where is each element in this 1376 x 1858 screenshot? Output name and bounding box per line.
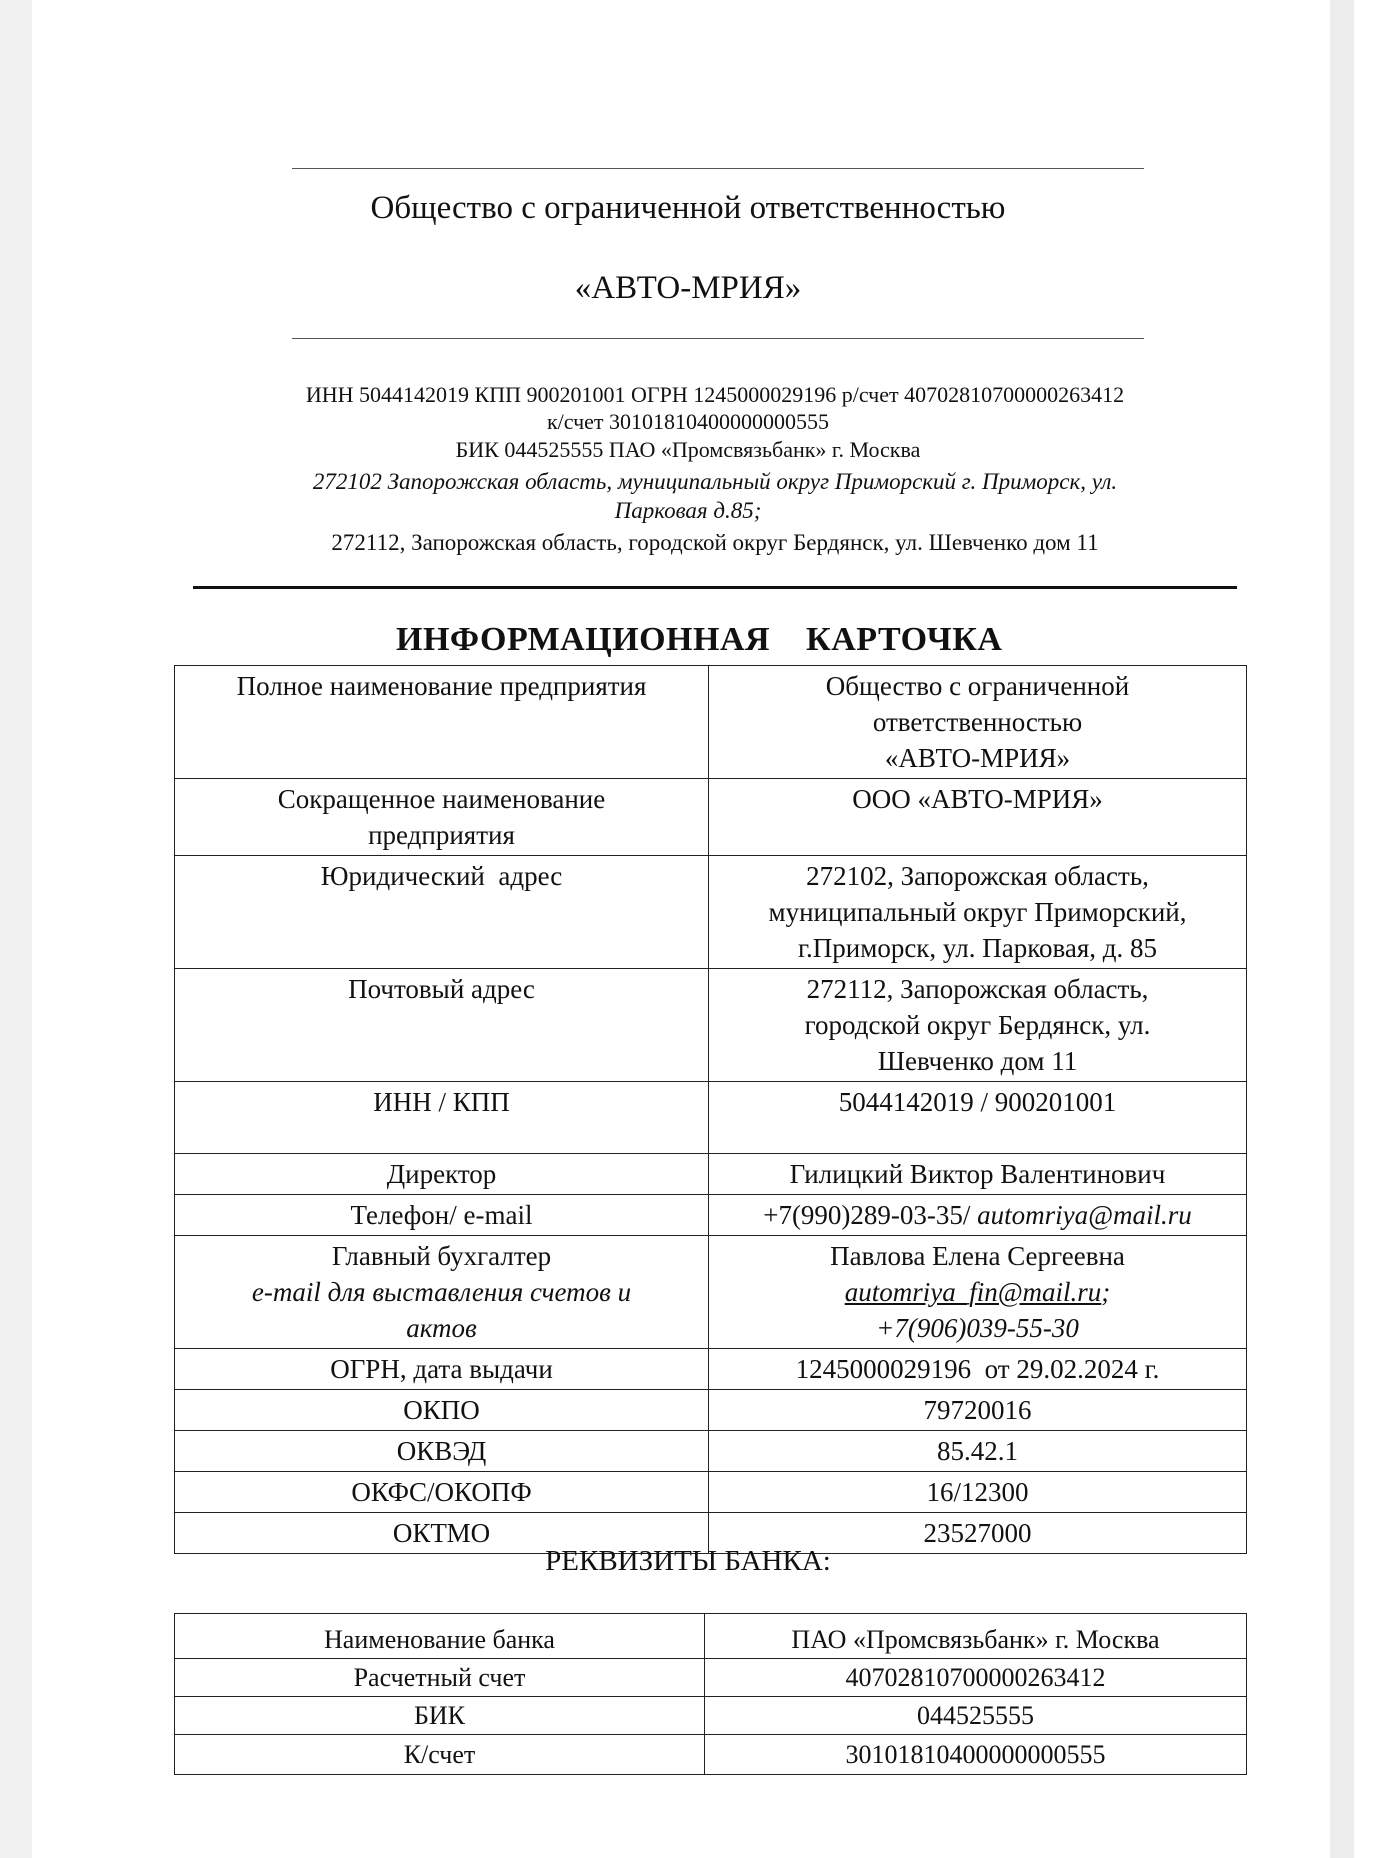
table-row: [175, 1697, 1247, 1735]
value-text: ответственностью: [872, 707, 1083, 737]
row-value: [709, 1154, 1247, 1195]
row-label: [175, 1154, 709, 1195]
table-row: [175, 1390, 1247, 1431]
row-label: [175, 1390, 709, 1431]
row-value: [709, 1390, 1247, 1431]
value-text: муниципальный округ Приморский,: [768, 897, 1187, 927]
email-suffix: ;: [1101, 1277, 1111, 1307]
table-row: [175, 1082, 1247, 1154]
bank-table: [174, 1613, 1247, 1775]
row-label: [175, 1431, 709, 1472]
row-value: [709, 1472, 1247, 1513]
row-label: [175, 1349, 709, 1390]
header-rule-bottom: [193, 586, 1237, 589]
postal-address-line: 272112, Запорожская область, городской округ Бердянск, ул. Шевченко дом 11: [331, 530, 1099, 555]
table-row: [175, 1735, 1247, 1775]
label-text: предприятия: [368, 820, 515, 850]
label-text: Директор: [386, 1159, 497, 1189]
bank-value: 044525555: [705, 1697, 1247, 1735]
value-text: 272102, Запорожская область,: [806, 861, 1149, 891]
row-value: [709, 1349, 1247, 1390]
label-text: Телефон/ e-mail: [350, 1200, 533, 1230]
bank-label: БИК: [175, 1697, 705, 1735]
row-value: [709, 1082, 1247, 1154]
legal-address-line-1: 272102 Запорожская область, муниципальный округ Приморский г. Приморск, ул.: [312, 469, 1118, 494]
label-text: Юридический адрес: [320, 861, 563, 891]
label-text: ОГРН, дата выдачи: [330, 1354, 553, 1384]
table-row: [175, 1236, 1247, 1349]
row-label: [175, 1236, 709, 1349]
row-label: [175, 1472, 709, 1513]
row-label: [175, 1082, 709, 1154]
table-row: [175, 666, 1247, 779]
value-text: 1245000029196 от 29.02.2024 г.: [795, 1354, 1160, 1384]
bank-section-title: РЕКВИЗИТЫ БАНКА:: [545, 1545, 831, 1577]
requisites-line-1: ИНН 5044142019 КПП 900201001 ОГРН 1245000029196 р/счет 40702810700000263412: [305, 382, 1125, 407]
bank-value: 30101810400000000555: [705, 1735, 1247, 1775]
value-text: «АВТО-МРИЯ»: [884, 743, 1071, 773]
accountant-email-link[interactable]: automriya_fin@mail.ru: [844, 1277, 1102, 1307]
bank-label: К/счет: [175, 1735, 705, 1775]
value-text: 79720016: [923, 1395, 1032, 1425]
value-text: Общество с ограниченной: [825, 671, 1130, 701]
row-label: [175, 969, 709, 1082]
row-label: [175, 1195, 709, 1236]
header-rule-middle: [292, 338, 1144, 339]
table-row: [175, 1154, 1247, 1195]
card-title: ИНФОРМАЦИОННАЯ КАРТОЧКА: [396, 621, 1003, 658]
row-value: [709, 1236, 1247, 1349]
table-row: [175, 1431, 1247, 1472]
requisites-line-2: к/счет 30101810400000000555: [546, 409, 830, 434]
value-text: 5044142019 / 900201001: [838, 1087, 1117, 1117]
label-text: ИНН / КПП: [373, 1087, 510, 1117]
label-text: Сокращенное наименование: [277, 784, 606, 814]
label-text: Главный бухгалтер: [331, 1241, 552, 1271]
info-card-table: [174, 665, 1247, 1554]
label-text: ОКФС/ОКОПФ: [351, 1477, 532, 1507]
value-text: Гилицкий Виктор Валентинович: [789, 1159, 1166, 1189]
value-text: ООО «АВТО-МРИЯ»: [852, 784, 1103, 814]
bank-label: Расчетный счет: [175, 1659, 705, 1697]
header-rule-top: [292, 168, 1144, 169]
table-row: [175, 1349, 1247, 1390]
label-note: e-mail для выставления счетов и: [251, 1277, 632, 1307]
value-text: Павлова Елена Сергеевна: [830, 1241, 1125, 1271]
email-link[interactable]: automriya@mail.ru: [977, 1200, 1192, 1230]
accountant-phone: +7(906)039-55-30: [876, 1313, 1079, 1343]
label-note: актов: [406, 1313, 477, 1343]
table-row: [175, 1472, 1247, 1513]
value-text: 272112, Запорожская область,: [806, 974, 1149, 1004]
table-row: [175, 969, 1247, 1082]
label-text: Полное наименование предприятия: [236, 671, 647, 701]
table-row: [175, 856, 1247, 969]
value-text: городской округ Бердянск, ул.: [804, 1010, 1151, 1040]
row-label: [175, 856, 709, 969]
row-value: [709, 1431, 1247, 1472]
legal-address-line-2: Парковая д.85;: [614, 498, 762, 523]
value-text: Шевченко дом 11: [877, 1046, 1078, 1076]
row-value: [709, 1195, 1247, 1236]
row-label: [175, 779, 709, 856]
row-value: [709, 779, 1247, 856]
value-text: 85.42.1: [937, 1436, 1018, 1466]
table-row: [175, 1614, 1247, 1659]
row-value: [709, 666, 1247, 779]
row-label: [175, 666, 709, 779]
label-text: ОКВЭД: [396, 1436, 487, 1466]
company-form: Общество с ограниченной ответственностью: [370, 190, 1006, 226]
value-text: 23527000: [923, 1518, 1032, 1548]
table-row: [175, 1195, 1247, 1236]
label-text: Почтовый адрес: [348, 974, 535, 1004]
bank-value: 40702810700000263412: [705, 1659, 1247, 1697]
phone-text: +7(990)289-03-35/: [763, 1200, 978, 1230]
table-row: [175, 1659, 1247, 1697]
label-text: ОКТМО: [392, 1518, 491, 1548]
bank-label: Наименование банка: [175, 1614, 705, 1659]
bank-value: ПАО «Промсвязьбанк» г. Москва: [705, 1614, 1247, 1659]
value-text: г.Приморск, ул. Парковая, д. 85: [798, 933, 1157, 963]
table-row: [175, 779, 1247, 856]
requisites-line-3: БИК 044525555 ПАО «Промсвязьбанк» г. Москва: [455, 437, 921, 462]
value-text: 16/12300: [926, 1477, 1029, 1507]
label-text: ОКПО: [403, 1395, 480, 1425]
row-value: [709, 856, 1247, 969]
company-name: «АВТО-МРИЯ»: [574, 270, 802, 306]
row-value: [709, 969, 1247, 1082]
